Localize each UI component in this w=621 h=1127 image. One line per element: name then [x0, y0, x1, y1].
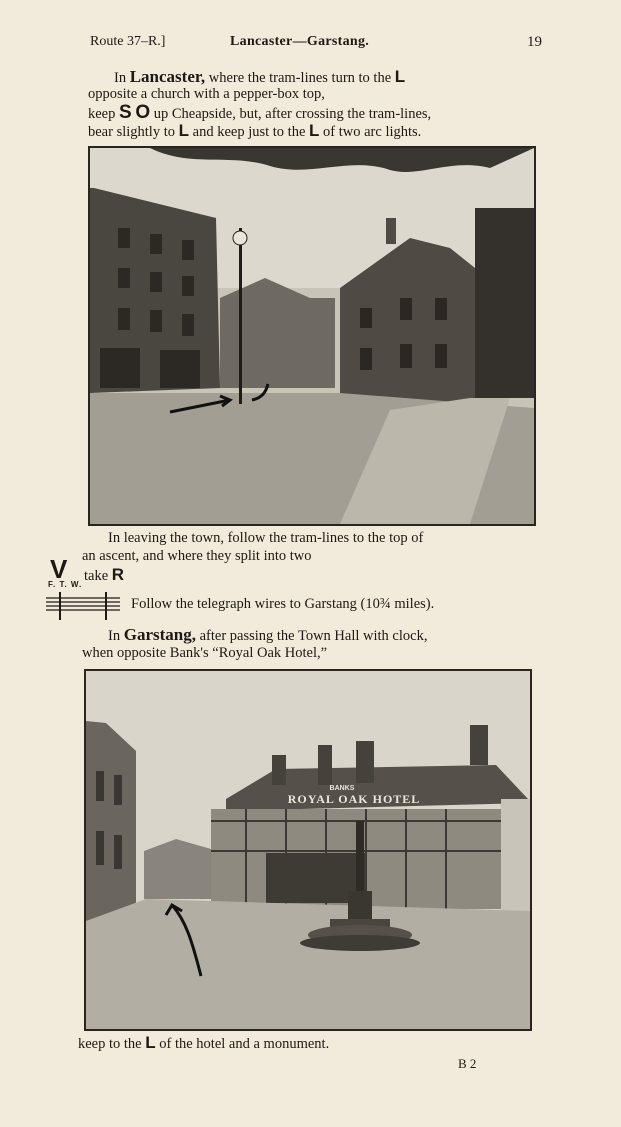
- para1-line2: opposite a church with a pepper-box top,: [88, 86, 325, 102]
- left-turn-symbol: L: [145, 1033, 156, 1052]
- text-fragment: keep: [88, 106, 116, 122]
- ftw-label: F. T. W.: [48, 580, 83, 589]
- para1-line4: [88, 122, 421, 141]
- route-label: Route 37–R.]: [90, 34, 166, 49]
- street-photo-illustration: [90, 148, 534, 524]
- fork-v-symbol: V: [50, 554, 68, 584]
- para1-line3: [88, 104, 431, 123]
- text-fragment: keep to the: [78, 1036, 142, 1052]
- para2-line2: an ascent, and where they split into two: [82, 548, 312, 564]
- text-fragment: up Cheapside, but, after crossing the tram-lines,: [153, 106, 432, 122]
- telegraph-icon: [44, 580, 122, 624]
- hotel-sign-small: BANKS: [329, 785, 355, 792]
- para3-line2: when opposite Bank's “Royal Oak Hotel,”: [82, 645, 328, 661]
- ftw-text: Follow the telegraph wires to Garstang (10¾ miles).: [131, 596, 435, 612]
- photo-lancaster-cheapside: [88, 146, 536, 526]
- hotel-sign: ROYAL OAK HOTEL: [287, 792, 421, 806]
- straight-on-symbol: S: [119, 102, 132, 123]
- text-fragment: after passing the Town Hall with clock,: [199, 628, 428, 644]
- place-name-lancaster: Lancaster,: [129, 67, 206, 86]
- para4-line: [78, 1034, 329, 1053]
- page-number: 19: [527, 34, 542, 50]
- text-fragment: take: [84, 568, 109, 584]
- text-fragment: where the tram-lines turn to the: [208, 70, 392, 86]
- page-title: Lancaster—Garstang.: [230, 34, 370, 49]
- left-turn-symbol: L: [309, 121, 320, 140]
- place-name-garstang: Garstang,: [123, 625, 196, 644]
- para3-line1: [108, 626, 427, 645]
- photo-royal-oak-hotel: [84, 669, 532, 1031]
- telegraph-wires-symbol: [44, 580, 122, 624]
- left-turn-symbol: L: [178, 121, 190, 140]
- hotel-photo-illustration: [86, 671, 530, 1029]
- signature-mark: B 2: [458, 1056, 477, 1071]
- right-turn-symbol: R: [111, 565, 125, 584]
- text-fragment: In: [108, 628, 121, 644]
- straight-on-symbol: O: [135, 102, 151, 123]
- para2-line1: In leaving the town, follow the tram-lines to the top of: [108, 530, 424, 546]
- para1-line1: [114, 68, 405, 87]
- running-header: [90, 34, 542, 54]
- text-fragment: bear slightly to: [88, 124, 175, 140]
- left-turn-symbol: L: [394, 67, 406, 86]
- text-fragment: of two arc lights.: [323, 124, 422, 140]
- text-fragment: of the hotel and a monument.: [159, 1036, 330, 1052]
- text-fragment: and keep just to the: [192, 124, 306, 140]
- text-fragment: In: [114, 70, 127, 86]
